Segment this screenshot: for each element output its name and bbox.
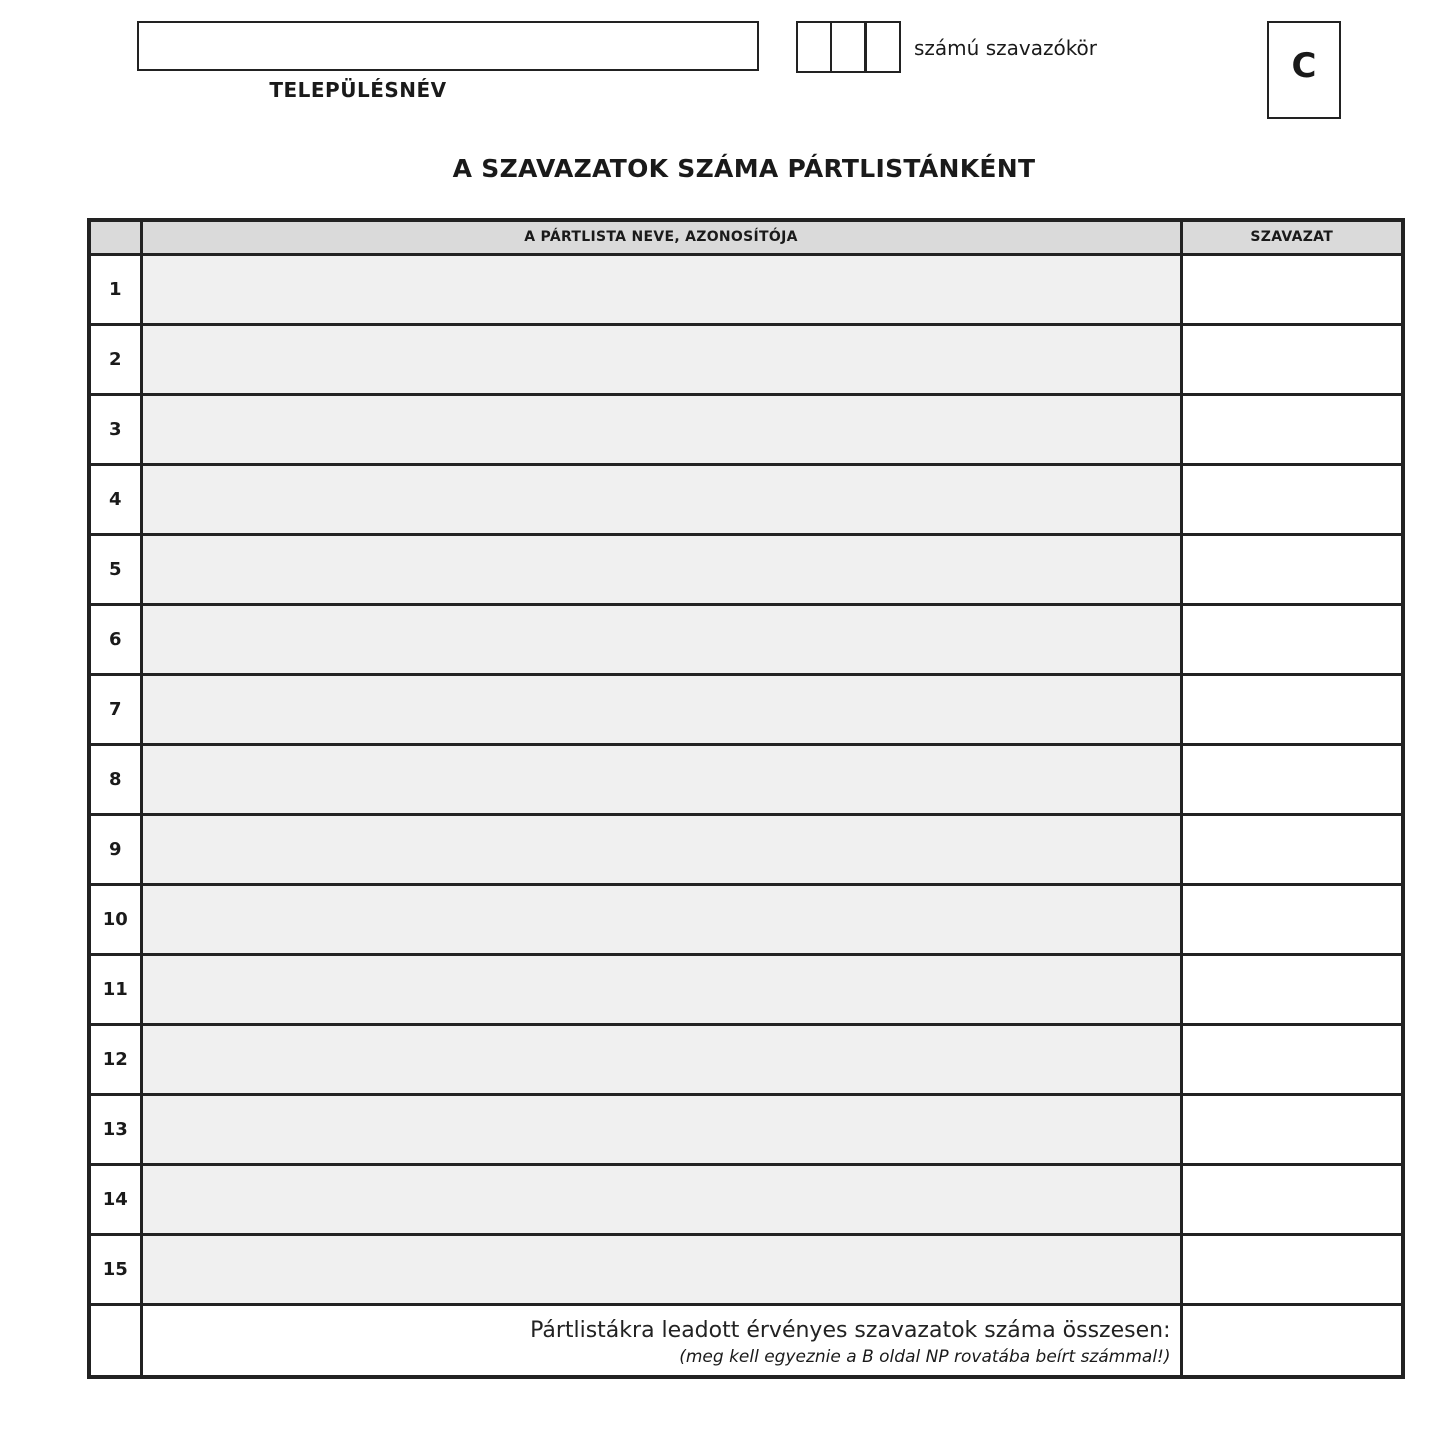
table-row [89,1164,1403,1234]
party-name-cell[interactable] [141,534,1181,604]
row-number: 15 [89,1234,141,1304]
row-number: 11 [89,954,141,1024]
party-name-cell[interactable] [141,674,1181,744]
party-name-cell[interactable] [141,1094,1181,1164]
row-number: 14 [89,1164,141,1234]
votes-cell[interactable] [1181,464,1403,534]
row-number: 4 [89,464,141,534]
total-label: Pártlistákra leadott érvényes szavazatok száma összesen: [530,1317,1171,1343]
table-row [89,954,1403,1024]
column-header-votes: SZAVAZAT [1181,220,1403,254]
row-number: 2 [89,324,141,394]
votes-cell[interactable] [1181,1024,1403,1094]
total-votes-cell[interactable] [1181,1304,1403,1377]
page-title: A SZAVAZATOK SZÁMA PÁRTLISTÁNKÉNT [452,154,1036,183]
table-row [89,534,1403,604]
district-digit-2[interactable] [830,21,866,73]
votes-cell[interactable] [1181,744,1403,814]
page-code-badge: C [1267,21,1341,119]
row-number: 8 [89,744,141,814]
table-row [89,1024,1403,1094]
votes-cell[interactable] [1181,814,1403,884]
column-header-number [89,220,141,254]
table-row [89,254,1403,324]
party-name-cell[interactable] [141,254,1181,324]
table-row [89,884,1403,954]
votes-cell[interactable] [1181,1094,1403,1164]
party-list-votes-table [87,218,1405,1379]
party-name-cell[interactable] [141,1164,1181,1234]
settlement-name-label: TELEPÜLÉSNÉV [269,78,447,102]
party-name-cell[interactable] [141,1234,1181,1304]
votes-cell[interactable] [1181,534,1403,604]
row-number: 9 [89,814,141,884]
table-row [89,674,1403,744]
row-number: 13 [89,1094,141,1164]
row-number: 1 [89,254,141,324]
table-row [89,604,1403,674]
table-header-row [89,220,1403,254]
district-digit-3[interactable] [865,21,901,73]
row-number: 6 [89,604,141,674]
total-note: (meg kell egyeznie a B oldal NP rovatába beírt számmal!) [679,1346,1171,1367]
votes-cell[interactable] [1181,254,1403,324]
table-row [89,814,1403,884]
votes-cell[interactable] [1181,1164,1403,1234]
votes-cell[interactable] [1181,1234,1403,1304]
party-name-cell[interactable] [141,324,1181,394]
table-row [89,1234,1403,1304]
table-row [89,1094,1403,1164]
party-name-cell[interactable] [141,1024,1181,1094]
table-row [89,324,1403,394]
party-name-cell[interactable] [141,464,1181,534]
votes-cell[interactable] [1181,604,1403,674]
party-name-cell[interactable] [141,884,1181,954]
table-row [89,744,1403,814]
table-row [89,394,1403,464]
votes-cell[interactable] [1181,674,1403,744]
row-number: 12 [89,1024,141,1094]
row-number: 5 [89,534,141,604]
table-row [89,464,1403,534]
party-name-cell[interactable] [141,954,1181,1024]
votes-cell[interactable] [1181,884,1403,954]
row-number: 3 [89,394,141,464]
row-number: 10 [89,884,141,954]
votes-cell[interactable] [1181,324,1403,394]
party-name-cell[interactable] [141,604,1181,674]
row-number: 7 [89,674,141,744]
total-label-cell [141,1304,1181,1377]
votes-cell[interactable] [1181,954,1403,1024]
total-number-cell [89,1304,141,1377]
district-label: számú szavazókör [914,36,1098,60]
total-row [89,1304,1403,1377]
party-name-cell[interactable] [141,744,1181,814]
column-header-party: A PÁRTLISTA NEVE, AZONOSÍTÓJA [141,220,1181,254]
party-name-cell[interactable] [141,394,1181,464]
party-name-cell[interactable] [141,814,1181,884]
settlement-name-field[interactable] [137,21,759,71]
district-digit-1[interactable] [796,21,832,73]
votes-cell[interactable] [1181,394,1403,464]
